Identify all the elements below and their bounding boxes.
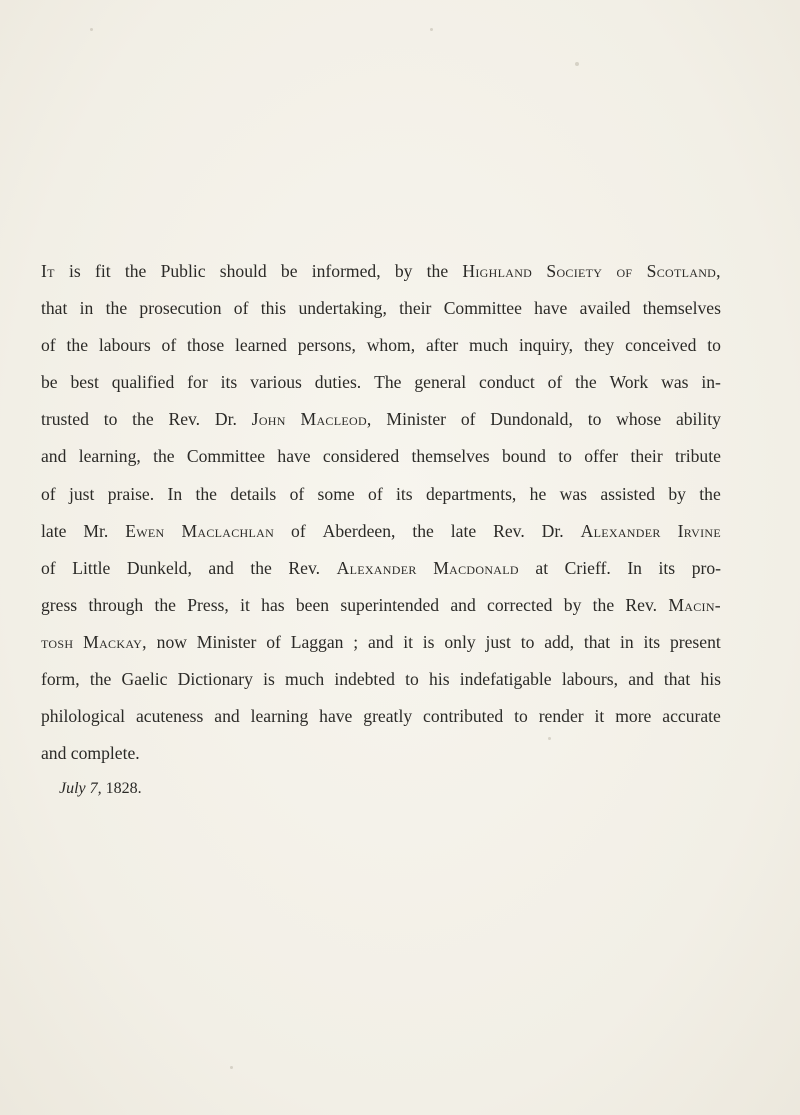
text-segment: details: [230, 483, 277, 504]
text-segment: by: [668, 483, 686, 504]
text-segment: general: [414, 372, 467, 393]
text-segment: Rev.: [625, 594, 658, 615]
text-segment: persons,: [297, 335, 356, 356]
text-segment: to: [405, 669, 419, 690]
text-segment: of: [291, 520, 306, 541]
text-segment: bound: [501, 446, 546, 467]
text-segment: Ewen: [125, 520, 165, 541]
text-segment: ability: [675, 409, 721, 430]
text-segment: and: [208, 557, 234, 578]
text-segment: of: [41, 335, 56, 356]
text-segment: was: [559, 483, 587, 504]
text-segment: at: [535, 557, 549, 578]
text-segment: Scotland,: [646, 261, 721, 281]
text-segment: by: [394, 261, 413, 281]
text-segment: just: [68, 483, 95, 504]
text-segment: Dr.: [214, 409, 237, 430]
text-segment: It: [41, 261, 55, 281]
text-segment: that: [583, 631, 611, 652]
text-segment: much: [469, 335, 509, 356]
text-segment: acuteness: [135, 706, 204, 727]
text-segment: trusted: [41, 409, 89, 430]
text-segment: qualified: [111, 372, 175, 393]
text-segment: their: [399, 298, 432, 319]
paragraph-line: [41, 327, 721, 364]
text-segment: gress: [41, 594, 78, 615]
text-segment: his: [700, 669, 721, 690]
text-segment: Alexander: [580, 520, 661, 541]
text-segment: Rev.: [168, 409, 201, 430]
text-segment: Macleod,: [300, 409, 372, 430]
paragraph-line: [41, 438, 721, 475]
text-segment: be: [280, 261, 298, 281]
text-segment: praise.: [107, 483, 155, 504]
date-month-day: July 7,: [59, 780, 102, 797]
text-segment: availed: [579, 298, 631, 319]
text-segment: inquiry,: [519, 335, 574, 356]
text-segment: only: [444, 631, 476, 652]
text-segment: to: [558, 446, 572, 467]
text-segment: informed,: [311, 261, 381, 281]
text-segment: was: [661, 372, 689, 393]
text-segment: to: [707, 335, 721, 356]
text-segment: is: [263, 669, 275, 690]
text-segment: to: [587, 409, 602, 430]
text-segment: of: [161, 335, 177, 356]
text-segment: those: [187, 335, 225, 356]
text-segment: labours: [98, 335, 151, 356]
text-segment: have: [319, 706, 353, 727]
text-segment: Dundonald,: [490, 409, 573, 430]
text-segment: and: [41, 446, 67, 467]
text-segment: been: [295, 594, 330, 615]
text-segment: the: [699, 483, 721, 504]
text-segment: Dictionary: [177, 669, 253, 690]
text-segment: tribute: [675, 446, 721, 467]
text-segment: the: [89, 669, 112, 690]
text-segment: much: [285, 669, 325, 690]
text-segment: the: [575, 372, 597, 393]
text-segment: have: [277, 446, 311, 467]
text-segment: Committee: [443, 298, 522, 319]
paragraph-line: [41, 476, 721, 513]
text-segment: this: [260, 298, 287, 319]
text-segment: departments,: [425, 483, 517, 504]
date-year: 1828.: [105, 780, 142, 797]
paragraph-line: [41, 290, 721, 327]
paper-speck: [575, 62, 579, 66]
date-line: [59, 780, 142, 798]
text-segment: by: [563, 594, 582, 615]
text-segment: now: [156, 631, 187, 652]
text-segment: prosecution: [139, 298, 222, 319]
text-segment: contributed: [423, 706, 504, 727]
text-segment: that: [663, 669, 691, 690]
text-segment: indefatigable: [459, 669, 552, 690]
text-segment: of: [41, 557, 56, 578]
text-segment: has: [261, 594, 285, 615]
text-segment: and: [214, 706, 240, 727]
text-segment: Highland: [462, 261, 533, 281]
text-segment: conduct: [479, 372, 535, 393]
text-segment: themselves: [642, 298, 721, 319]
text-segment: accurate: [662, 706, 721, 727]
text-segment: to: [103, 409, 118, 430]
text-segment: its: [643, 631, 661, 652]
text-segment: render: [538, 706, 584, 727]
text-segment: and complete.: [41, 743, 140, 764]
text-segment: Little: [72, 557, 111, 578]
text-segment: learning,: [78, 446, 141, 467]
text-segment: offer: [584, 446, 619, 467]
text-segment: Gaelic: [121, 669, 168, 690]
text-segment: it: [403, 631, 413, 652]
text-segment: In: [627, 557, 642, 578]
text-segment: is: [422, 631, 435, 652]
text-segment: to: [514, 706, 528, 727]
text-segment: for: [187, 372, 208, 393]
paragraph-line: [41, 735, 721, 772]
text-segment: they: [583, 335, 615, 356]
text-segment: the: [132, 409, 154, 430]
text-segment: their: [630, 446, 663, 467]
text-segment: and: [450, 594, 476, 615]
text-segment: present: [669, 631, 721, 652]
text-segment: Public: [160, 261, 206, 281]
text-segment: Macin-: [668, 594, 721, 615]
text-segment: Laggan: [290, 631, 344, 652]
text-segment: and: [628, 669, 654, 690]
paragraph-line: [41, 550, 721, 587]
text-segment: various: [250, 372, 302, 393]
text-segment: Mr.: [83, 520, 109, 541]
paper-speck: [230, 1066, 233, 1069]
preface-paragraph: [41, 253, 721, 772]
text-segment: learning: [250, 706, 309, 727]
text-segment: Minister: [386, 409, 447, 430]
text-segment: the: [105, 298, 128, 319]
text-segment: Maclachlan: [181, 520, 275, 541]
text-segment: Press,: [187, 594, 229, 615]
text-segment: of: [460, 409, 476, 430]
text-segment: add,: [544, 631, 574, 652]
text-segment: and: [367, 631, 394, 652]
text-segment: Alexander: [336, 557, 417, 578]
text-segment: it: [594, 706, 605, 727]
text-segment: Dr.: [541, 520, 564, 541]
text-segment: the: [195, 483, 217, 504]
text-segment: best: [70, 372, 99, 393]
text-segment: duties.: [314, 372, 362, 393]
text-segment: greatly: [363, 706, 413, 727]
text-segment: of: [368, 483, 383, 504]
text-segment: In: [167, 483, 183, 504]
text-segment: labours,: [561, 669, 619, 690]
text-segment: of: [616, 261, 633, 281]
text-segment: through: [88, 594, 144, 615]
text-segment: the: [153, 446, 175, 467]
text-segment: late: [450, 520, 477, 541]
text-segment: more: [615, 706, 652, 727]
text-segment: considered: [322, 446, 400, 467]
text-segment: the: [66, 335, 89, 356]
text-segment: the: [124, 261, 147, 281]
text-segment: the: [250, 557, 272, 578]
text-segment: in-: [701, 372, 721, 393]
text-segment: John: [251, 409, 286, 430]
text-segment: of: [547, 372, 563, 393]
paper-speck: [430, 28, 433, 31]
text-segment: the: [592, 594, 615, 615]
text-segment: superintended: [340, 594, 440, 615]
paragraph-line: [41, 253, 721, 290]
text-segment: tosh: [41, 631, 74, 652]
text-segment: just: [485, 631, 511, 652]
text-segment: of: [41, 483, 56, 504]
paragraph-line: [41, 698, 721, 735]
paragraph-line: [41, 364, 721, 401]
text-segment: have: [534, 298, 568, 319]
text-segment: Minister: [196, 631, 257, 652]
paragraph-line: [41, 624, 721, 661]
text-segment: philological: [41, 706, 126, 727]
text-segment: undertaking,: [298, 298, 387, 319]
text-segment: form,: [41, 669, 80, 690]
text-segment: the: [154, 594, 176, 615]
text-segment: the: [426, 261, 449, 281]
text-segment: late: [41, 520, 67, 541]
text-segment: Dunkeld,: [126, 557, 192, 578]
text-segment: should: [219, 261, 267, 281]
text-segment: Macdonald: [433, 557, 519, 578]
text-segment: assisted: [600, 483, 656, 504]
text-segment: Work: [609, 372, 649, 393]
text-segment: Mackay,: [83, 631, 147, 652]
text-segment: ;: [353, 631, 359, 652]
text-segment: Committee: [186, 446, 266, 467]
text-segment: Irvine: [677, 520, 721, 541]
text-segment: whose: [616, 409, 662, 430]
text-segment: of: [233, 298, 249, 319]
text-segment: after: [425, 335, 459, 356]
paragraph-line: [41, 587, 721, 624]
text-segment: it: [240, 594, 250, 615]
text-segment: Rev.: [493, 520, 525, 541]
text-segment: Aberdeen,: [322, 520, 396, 541]
text-segment: Crieff.: [564, 557, 611, 578]
text-segment: whom,: [366, 335, 416, 356]
paragraph-line: [41, 661, 721, 698]
text-segment: of: [266, 631, 281, 652]
text-segment: Rev.: [288, 557, 321, 578]
text-segment: to: [520, 631, 535, 652]
text-segment: he: [529, 483, 547, 504]
text-segment: pro-: [691, 557, 721, 578]
text-segment: the: [412, 520, 434, 541]
text-segment: of: [289, 483, 305, 504]
text-segment: that: [41, 298, 68, 319]
text-segment: corrected: [487, 594, 553, 615]
paragraph-line: [41, 513, 721, 550]
text-segment: in: [79, 298, 94, 319]
text-segment: conceived: [625, 335, 697, 356]
text-segment: fit: [94, 261, 111, 281]
text-segment: be: [41, 372, 58, 393]
text-segment: in: [620, 631, 634, 652]
text-segment: its: [658, 557, 676, 578]
text-segment: indebted: [334, 669, 395, 690]
text-segment: its: [220, 372, 238, 393]
paper-speck: [90, 28, 93, 31]
text-segment: themselves: [411, 446, 490, 467]
text-segment: Society: [546, 261, 603, 281]
text-segment: is: [69, 261, 81, 281]
text-segment: his: [429, 669, 450, 690]
paragraph-line: [41, 401, 721, 438]
text-segment: learned: [235, 335, 287, 356]
text-segment: its: [396, 483, 413, 504]
text-segment: The: [374, 372, 402, 393]
text-segment: some: [317, 483, 355, 504]
